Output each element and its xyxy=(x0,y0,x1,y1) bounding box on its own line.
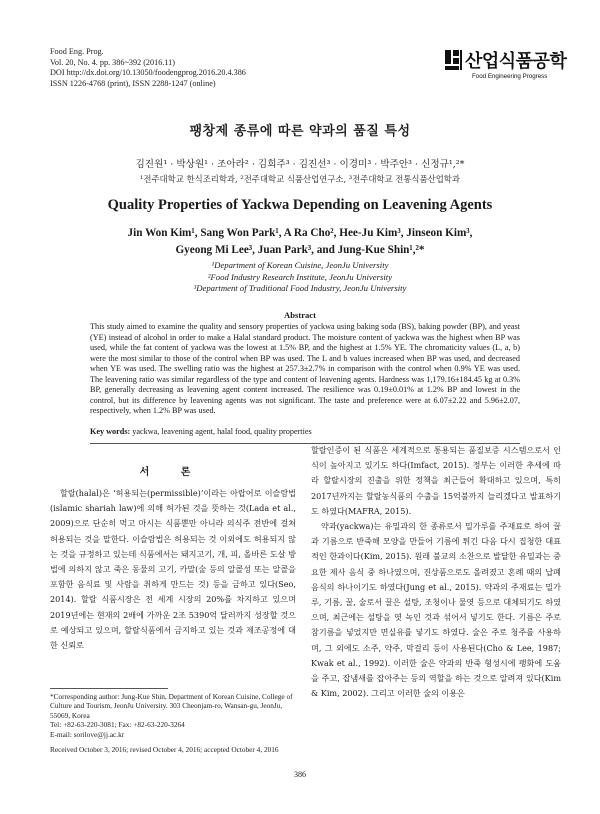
body-right-column xyxy=(311,443,561,701)
affiliation-2: ²Food Industry Research Institute, JeonJu University xyxy=(207,271,393,282)
journal-name: Food Eng. Prog. xyxy=(50,47,104,56)
korean-affiliations: ¹전주대학교 한식조리학과, ²전주대학교 식품산업연구소, ³전주대학교 전통식품산업학과 xyxy=(140,174,460,184)
korean-authors: 김진원¹ · 박상원¹ · 조아라² · 김희주³ · 김진선³ · 이경미³ · 박주안³ · 신정규¹,²* xyxy=(135,159,465,170)
abstract-text: This study aimed to examine the quality and sensory properties of yackwa using baking soda (BS), baking powder (BP), and yeast (YE) instead of alcohol in order to make a Halal standard product. The moisture content of yackwa was the highest when BP was used, while the fat content of yackwa was the lowest at 1.5% BP, and the highest at 1.5% YE. The chromaticity values (L, a, b) were the most similar to those of the control when BP was used. The L and b values increased when BP was used, and decreased when YE was used. The swelling ratio was the highest at 257.3±2.7% in comparison with the control when 0.9% YE was used. The leavening ratio was similar regardless of the type and content of leavening agents. Hardness was 1,179.16±184.45 kg at 0.3% BP, generally decreasing as leavening agent content increased. The resilience was 0.19±0.01% at 1.2% BP and lowest in the control, but its difference by leavening agents was not significant. The taste and preference were at 6.07±2.22 and 5.96±2.07, respectively, when 1.2% BP was used. xyxy=(90,322,520,416)
journal-logo-mark-icon xyxy=(444,48,464,78)
contact-phone: Tel: +82-63-220-3081; Fax: +82-63-220-3264 xyxy=(50,720,185,730)
journal-info xyxy=(50,47,246,89)
contact-email: E-mail: sorilove@jj.ac.kr xyxy=(50,729,125,739)
journal-logo xyxy=(442,47,567,95)
journal-volume: Vol. 20, No. 4. pp. 386~392 (2016.11) xyxy=(50,57,175,67)
logo-korean-text: 산업식품공학 xyxy=(465,51,567,72)
body-left-column: 할랄(halal)은 ‘허용되는(permissible)’이라는 아랍어로 이슬람법(islamic shariah law)에 의해 허가된 것을 뜻하는 것(Lada et al., 2009)으로 단순히 먹고 마시는 식품뿐만 아니라 의식주 전반에 걸쳐 허용되는 것을 말한다. 이슬람법은 허용되는 것 이외에도 허용되지 않는 것을 규정하고 있는데 식품에서는 돼지고기, 개, 피, 올바른 도살 방법에 의하지 않고 죽은 동물의 고기, 카말(술 등의 알콜성 또는 알콜을 포함한 음식료 및 사람을 취하게 만드는 것) 등을 금하고 있다(Seo, 2014). 할랄 식품시장은 전 세계 시장의 20%를 차지하고 있으며 2019년에는 현재의 2배에 가까운 2조 5390억 달러까지 성장할 것으로 예상되고 있으며, 할랄식품에서 금지하고 있는 것과 제조공정에 대한 신뢰로 xyxy=(50,488,296,651)
body-right-paragraph-1: 할랄인증이 된 식품은 세계적으로 통용되는 품질보증 시스템으로서 인식이 높아지고 있기도 하다(Imfact, 2015). 정부는 이러한 추세에 따라 할랄시장의 진출을 위한 정책을 최근들어 확대하고 있으며, 특히 2017년까지는 할랄농식품의 수출을 15억불까지 늘리겠다고 발표하기도 하였다(MAFRA, 2015). xyxy=(311,445,561,516)
english-authors xyxy=(0,225,600,259)
english-affiliations xyxy=(0,260,600,295)
logo-english-text: Food Engineering Progress xyxy=(472,73,548,80)
keywords-label: Key words: xyxy=(90,427,131,436)
page-number: 386 xyxy=(294,770,306,779)
keywords xyxy=(90,427,520,436)
korean-title: 팽창제 종류에 따른 약과의 품질 특성 xyxy=(189,124,411,139)
body-right-paragraph-2: 약과(yackwa)는 유밀과의 한 종류로서 밀가루를 주재료로 하여 꿀과 기름으로 반죽해 모양을 만들어 기름에 튀긴 다음 다시 집청한 대표적인 한과이다(Kim, 2015). 원래 불교의 소찬으로 발달한 유밀과는 중요한 제사 음식 중 하나였으며, 진상품으로도 올려졌고 혼례 때의 납폐음식의 하나이기도 하였다(Jung et al., 2015). 약과의 주재료는 밀가루, 기름, 꿀, 술로서 꿀은 설탕, 조청이나 물엿 등으로 대체되기도 하였으며, 최근에는 설탕을 엿 녹인 것과 섞어서 넣기도 한다. 기름은 주로 참기름을 넣었지만 면실유를 넣기도 하였다. 술은 주로 청주를 사용하며, 그 외에도 소주, 약주, 막걸리 등이 사용된다(Cho & Lee, 1987; Kwak et al., 1992). 이러한 술은 약과의 반죽 형성시에 팽화에 도움을 주고, 잡냄새를 잡아주는 등의 역할을 하는 것으로 알려져 있다(Kim & Kim, 2002). 그리고 이러한 술의 이용은 xyxy=(311,521,561,699)
keywords-list: yackwa, leavening agent, halal food, quality properties xyxy=(132,427,312,436)
affiliation-1: ¹Department of Korean Cuisine, JeonJu University xyxy=(211,260,389,270)
received-dates: Received October 3, 2016; revised October 4, 2016; accepted October 4, 2016 xyxy=(50,745,279,755)
journal-issn: ISSN 1226-4768 (print), ISSN 2288-1247 (online) xyxy=(50,78,216,88)
footnote-divider xyxy=(50,688,168,689)
footnote xyxy=(50,692,300,754)
journal-doi: DOI http://dx.doi.org/10.13050/foodengprog.2016.20.4.386 xyxy=(50,68,246,78)
affiliation-3: ³Department of Traditional Food Industry, JeonJu University xyxy=(193,283,407,293)
english-authors-line-2: Gyeong Mi Lee³, Juan Park³, and Jung-Kue Shin¹,²* xyxy=(175,244,425,256)
english-authors-line-1: Jin Won Kim¹, Sang Won Park¹, A Ra Cho², Hee-Ju Kim³, Jinseon Kim³, xyxy=(127,227,473,239)
section-title: 서 론 xyxy=(139,467,205,478)
corresponding-author: *Corresponding author: Jung-Kue Shin, Department of Korean Cuisine, College of Culture and Tourism, JeonJu University. 303 Cheonjam-ro, Wansan-gu, JeonJu, 55069, Korea xyxy=(50,692,293,720)
abstract-heading: Abstract xyxy=(284,310,316,320)
english-title: Quality Properties of Yackwa Depending on Leavening Agents xyxy=(107,197,493,213)
